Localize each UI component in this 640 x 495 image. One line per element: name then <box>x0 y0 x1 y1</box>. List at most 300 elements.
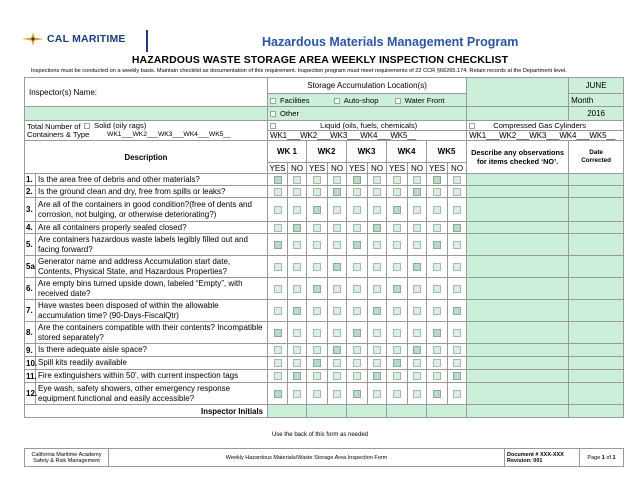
yes-checkbox[interactable] <box>313 346 321 354</box>
other-label: Other <box>280 109 299 118</box>
no-checkbox[interactable] <box>453 285 461 293</box>
yes-checkbox[interactable] <box>353 263 361 271</box>
no-cell-wk5 <box>448 198 467 222</box>
date-corrected-field[interactable] <box>569 322 624 344</box>
no-checkbox[interactable] <box>413 285 421 293</box>
observations-field[interactable] <box>467 186 569 198</box>
date-corrected-field[interactable] <box>569 357 624 370</box>
no-checkbox[interactable] <box>413 224 421 232</box>
observations-field[interactable] <box>467 383 569 405</box>
yes-checkbox[interactable] <box>313 176 321 184</box>
yes-checkbox[interactable] <box>274 390 282 398</box>
item-number: 1. <box>25 174 36 186</box>
wk1-header-text: WK 1 <box>277 147 297 156</box>
yes-checkbox[interactable] <box>393 359 401 367</box>
no-cell-wk4 <box>408 357 427 370</box>
yes-checkbox[interactable] <box>313 263 321 271</box>
no-cell-wk5 <box>448 222 467 234</box>
date-corrected-field[interactable] <box>569 370 624 383</box>
no-cell-wk5 <box>448 256 467 278</box>
yes-cell-wk2 <box>307 198 328 222</box>
year-value-text: 2016 <box>587 109 605 118</box>
yes-checkbox[interactable] <box>274 359 282 367</box>
no-checkbox[interactable] <box>293 346 301 354</box>
no-cell-wk1 <box>288 278 307 300</box>
no-checkbox[interactable] <box>333 372 341 380</box>
no-checkbox[interactable] <box>453 372 461 380</box>
no-checkbox[interactable] <box>453 346 461 354</box>
gas-week-counts[interactable] <box>467 131 624 141</box>
yes-cell-wk1 <box>268 256 288 278</box>
yes-checkbox[interactable] <box>274 224 282 232</box>
footer-org-line1: California Maritime Academy <box>31 451 102 458</box>
no-cell-wk2 <box>328 174 347 186</box>
yes-checkbox[interactable] <box>313 307 321 315</box>
storage-location-options <box>268 94 467 107</box>
yes-cell-wk3 <box>347 198 368 222</box>
yes-cell-wk4 <box>387 344 408 357</box>
no-checkbox[interactable] <box>293 359 301 367</box>
yes-cell-wk1 <box>268 300 288 322</box>
no-checkbox[interactable] <box>293 285 301 293</box>
item-description: Generator name and address Accumulation start date, Contents, Physical State, and Hazardous Properties? <box>36 256 268 278</box>
no-checkbox[interactable] <box>413 188 421 196</box>
item-number: 5. <box>25 234 36 256</box>
item-description: Have wastes been disposed of within the allowable accumulation time? (90-Days-FiscalQtr) <box>36 300 268 322</box>
item-description: Is there adequate aisle space? <box>36 344 268 357</box>
yes-checkbox[interactable] <box>433 176 441 184</box>
year-value[interactable] <box>569 107 624 121</box>
observations-field[interactable] <box>467 198 569 222</box>
yes-checkbox[interactable] <box>393 263 401 271</box>
initials-field-wk4[interactable] <box>387 405 427 418</box>
yes-checkbox[interactable] <box>433 188 441 196</box>
date-corrected-line1: Date <box>589 149 603 156</box>
initials-field-wk2[interactable] <box>307 405 347 418</box>
yes-checkbox[interactable] <box>313 224 321 232</box>
yes-checkbox[interactable] <box>433 329 441 337</box>
no-checkbox[interactable] <box>333 285 341 293</box>
yes-checkbox[interactable] <box>353 188 361 196</box>
yes-checkbox[interactable] <box>433 307 441 315</box>
footer-doc-number <box>505 449 580 467</box>
yes-checkbox[interactable] <box>274 285 282 293</box>
yes-checkbox[interactable] <box>393 224 401 232</box>
no-checkbox[interactable] <box>373 241 381 249</box>
facilities-checkbox[interactable] <box>270 98 276 104</box>
item-number: 5a <box>25 256 36 278</box>
date-corrected-field[interactable] <box>569 256 624 278</box>
no-checkbox[interactable] <box>293 224 301 232</box>
observations-field[interactable] <box>467 222 569 234</box>
gas-header <box>467 121 624 131</box>
yes-checkbox[interactable] <box>353 390 361 398</box>
yes-cell-wk3 <box>347 300 368 322</box>
yes-cell-wk4 <box>387 357 408 370</box>
no-checkbox[interactable] <box>453 241 461 249</box>
no-checkbox[interactable] <box>373 359 381 367</box>
yes-checkbox[interactable] <box>393 285 401 293</box>
no-checkbox[interactable] <box>453 329 461 337</box>
footer-page-total: 1 <box>612 454 616 461</box>
wk5-header <box>427 141 467 163</box>
date-corrected-field[interactable] <box>569 222 624 234</box>
no-checkbox[interactable] <box>333 263 341 271</box>
yes-cell-wk3 <box>347 222 368 234</box>
no-checkbox[interactable] <box>413 241 421 249</box>
initials-field-wk1[interactable] <box>268 405 307 418</box>
solid-week-line: WK1___WK2___WK3___WK4___WK5__ <box>107 131 231 138</box>
other-location-field[interactable] <box>467 107 569 121</box>
solid-checkbox[interactable] <box>84 123 90 129</box>
yes-cell-wk2 <box>307 174 328 186</box>
no-checkbox[interactable] <box>453 307 461 315</box>
no-checkbox[interactable] <box>413 329 421 337</box>
no-checkbox[interactable] <box>453 176 461 184</box>
no-checkbox[interactable] <box>373 263 381 271</box>
yes-checkbox[interactable] <box>313 359 321 367</box>
yes-cell-wk4 <box>387 174 408 186</box>
yes-cell-wk2 <box>307 322 328 344</box>
yes-cell-wk4 <box>387 186 408 198</box>
no-checkbox[interactable] <box>413 206 421 214</box>
yes-cell-wk1 <box>268 322 288 344</box>
no-checkbox[interactable] <box>373 188 381 196</box>
initials-field-wk3[interactable] <box>347 405 387 418</box>
yes-checkbox[interactable] <box>433 241 441 249</box>
no-cell-wk2 <box>328 383 347 405</box>
no-cell-wk1 <box>288 234 307 256</box>
yes-checkbox[interactable] <box>353 206 361 214</box>
yes-checkbox[interactable] <box>433 206 441 214</box>
no-checkbox[interactable] <box>333 359 341 367</box>
observations-field[interactable] <box>467 322 569 344</box>
month-label-cell <box>569 94 624 107</box>
no-cell-wk4 <box>408 344 427 357</box>
containers-label-line1: Total Number of <box>27 121 81 131</box>
initials-observations-field[interactable] <box>467 405 569 418</box>
yes-checkbox[interactable] <box>313 390 321 398</box>
yes-checkbox[interactable] <box>274 241 282 249</box>
yes-checkbox[interactable] <box>353 346 361 354</box>
no-cell-wk2 <box>328 222 347 234</box>
no-checkbox[interactable] <box>413 372 421 380</box>
observations-field[interactable] <box>467 370 569 383</box>
instructions: Inspections must be conducted on a weekly basis. Maintain checklist as documentation of this requirement. Inspection program must meet requirements of 22 CCR §66265.174. Retain records at the Department level. <box>31 68 567 74</box>
yes-checkbox[interactable] <box>433 263 441 271</box>
no-checkbox[interactable] <box>333 390 341 398</box>
yes-cell-wk1 <box>268 278 288 300</box>
yes-cell-wk5 <box>427 370 448 383</box>
auto-shop-checkbox[interactable] <box>334 98 340 104</box>
logo <box>22 32 126 46</box>
compass-star-icon <box>22 32 44 46</box>
back-note: Use the back of this form as needed <box>271 432 369 438</box>
initials-date-field[interactable] <box>569 405 624 418</box>
month-value-text: JUNE <box>585 81 607 90</box>
item-number: 4. <box>25 222 36 234</box>
yes-cell-wk3 <box>347 370 368 383</box>
no-checkbox[interactable] <box>293 372 301 380</box>
yes-checkbox[interactable] <box>274 372 282 380</box>
checklist-row <box>25 383 624 405</box>
no-cell-wk3 <box>368 344 387 357</box>
no-cell-wk3 <box>368 198 387 222</box>
yes-checkbox[interactable] <box>393 390 401 398</box>
no-checkbox[interactable] <box>333 206 341 214</box>
initials-field-wk5[interactable] <box>427 405 467 418</box>
no-checkbox[interactable] <box>373 307 381 315</box>
no-checkbox[interactable] <box>453 188 461 196</box>
footer-table <box>24 448 624 467</box>
no-checkbox[interactable] <box>373 346 381 354</box>
yes-checkbox[interactable] <box>393 241 401 249</box>
checklist-row <box>25 256 624 278</box>
yes-checkbox[interactable] <box>393 372 401 380</box>
no-cell-wk2 <box>328 256 347 278</box>
no-checkbox[interactable] <box>293 307 301 315</box>
yes-checkbox[interactable] <box>433 346 441 354</box>
yes-checkbox[interactable] <box>353 307 361 315</box>
observations-field[interactable] <box>467 344 569 357</box>
location-extra-field[interactable] <box>467 78 569 107</box>
date-corrected-field[interactable] <box>569 174 624 186</box>
wk3-header-text: WK3 <box>357 147 376 156</box>
no-cell-wk5 <box>448 186 467 198</box>
liquid-label: Liquid (oils, fuels, chemicals) <box>320 121 418 130</box>
inspectors-name-field[interactable] <box>25 107 268 121</box>
observations-field[interactable] <box>467 234 569 256</box>
no-checkbox[interactable] <box>453 390 461 398</box>
no-cell-wk1 <box>288 370 307 383</box>
no-cell-wk2 <box>328 198 347 222</box>
liquid-checkbox[interactable] <box>270 123 276 129</box>
yes-checkbox[interactable] <box>274 176 282 184</box>
no-cell-wk5 <box>448 357 467 370</box>
no-cell-wk2 <box>328 278 347 300</box>
no-cell-wk3 <box>368 234 387 256</box>
no-checkbox[interactable] <box>293 329 301 337</box>
no-checkbox[interactable] <box>333 176 341 184</box>
yes-checkbox[interactable] <box>393 188 401 196</box>
yes-checkbox[interactable] <box>393 346 401 354</box>
item-description: Are containers hazardous waste labels legibly filled out and facing forward? <box>36 234 268 256</box>
no-cell-wk1 <box>288 383 307 405</box>
yes-checkbox[interactable] <box>393 307 401 315</box>
no-checkbox[interactable] <box>413 263 421 271</box>
other-location-option <box>268 107 467 121</box>
no-cell-wk4 <box>408 322 427 344</box>
no-checkbox[interactable] <box>413 346 421 354</box>
observations-field[interactable] <box>467 174 569 186</box>
yes-checkbox[interactable] <box>353 176 361 184</box>
no-checkbox[interactable] <box>453 224 461 232</box>
no-checkbox[interactable] <box>373 372 381 380</box>
no-checkbox[interactable] <box>333 224 341 232</box>
wk3-header <box>347 141 387 163</box>
yes-checkbox[interactable] <box>353 285 361 293</box>
date-corrected-field[interactable] <box>569 278 624 300</box>
yes-checkbox[interactable] <box>313 329 321 337</box>
no-cell-wk2 <box>328 322 347 344</box>
no-checkbox[interactable] <box>333 346 341 354</box>
other-checkbox[interactable] <box>270 111 276 117</box>
yes-checkbox[interactable] <box>274 206 282 214</box>
item-number: 12. <box>25 383 36 405</box>
yes-cell-wk3 <box>347 278 368 300</box>
yes-cell-wk5 <box>427 300 448 322</box>
item-description: Eye wash, safety showers, other emergency response equipment functional and easily accessible? <box>36 383 268 405</box>
yes-checkbox[interactable] <box>393 176 401 184</box>
item-number: 6. <box>25 278 36 300</box>
yes-checkbox[interactable] <box>353 372 361 380</box>
yes-checkbox[interactable] <box>393 206 401 214</box>
date-corrected-field[interactable] <box>569 234 624 256</box>
no-checkbox[interactable] <box>413 390 421 398</box>
no-checkbox[interactable] <box>293 206 301 214</box>
yes-checkbox[interactable] <box>313 241 321 249</box>
liquid-week-counts[interactable] <box>268 131 467 141</box>
yes-checkbox[interactable] <box>274 263 282 271</box>
no-cell-wk3 <box>368 174 387 186</box>
yes-cell-wk4 <box>387 370 408 383</box>
gas-checkbox[interactable] <box>469 123 475 129</box>
yes-cell-wk4 <box>387 256 408 278</box>
no-checkbox[interactable] <box>333 241 341 249</box>
observations-field[interactable] <box>467 300 569 322</box>
date-corrected-field[interactable] <box>569 383 624 405</box>
no-checkbox[interactable] <box>333 307 341 315</box>
yes-header: YES <box>269 163 286 173</box>
inspectors-label <box>25 78 268 107</box>
no-checkbox[interactable] <box>293 188 301 196</box>
no-checkbox[interactable] <box>453 263 461 271</box>
yes-checkbox[interactable] <box>353 224 361 232</box>
no-checkbox[interactable] <box>373 285 381 293</box>
water-front-checkbox[interactable] <box>395 98 401 104</box>
no-checkbox[interactable] <box>413 359 421 367</box>
yes-checkbox[interactable] <box>353 329 361 337</box>
no-cell-wk4 <box>408 370 427 383</box>
yes-checkbox[interactable] <box>433 359 441 367</box>
wk1-header <box>268 141 307 163</box>
no-cell-wk4 <box>408 383 427 405</box>
no-checkbox[interactable] <box>373 206 381 214</box>
no-checkbox[interactable] <box>293 176 301 184</box>
yes-checkbox[interactable] <box>274 346 282 354</box>
no-header: NO <box>288 163 307 174</box>
no-cell-wk5 <box>448 278 467 300</box>
no-cell-wk3 <box>368 300 387 322</box>
checklist-row <box>25 357 624 370</box>
no-checkbox[interactable] <box>333 329 341 337</box>
no-checkbox[interactable] <box>293 390 301 398</box>
observations-field[interactable] <box>467 256 569 278</box>
no-checkbox[interactable] <box>293 241 301 249</box>
yes-checkbox[interactable] <box>313 188 321 196</box>
no-header: NO <box>408 163 427 174</box>
page-header <box>0 0 640 52</box>
footer-page-num: 1 <box>601 454 605 461</box>
yes-checkbox[interactable] <box>274 188 282 196</box>
no-checkbox[interactable] <box>373 224 381 232</box>
no-cell-wk2 <box>328 357 347 370</box>
date-corrected-field[interactable] <box>569 186 624 198</box>
item-description: Is the area free of debris and other materials? <box>36 174 268 186</box>
yes-cell-wk5 <box>427 357 448 370</box>
yes-checkbox[interactable] <box>313 372 321 380</box>
no-checkbox[interactable] <box>453 359 461 367</box>
yes-checkbox[interactable] <box>313 206 321 214</box>
yes-cell-wk2 <box>307 357 328 370</box>
yes-checkbox[interactable] <box>313 285 321 293</box>
observations-field[interactable] <box>467 357 569 370</box>
item-number: 10. <box>26 358 38 368</box>
no-checkbox[interactable] <box>373 176 381 184</box>
footer-revision-text: Revision: 001 <box>507 457 543 464</box>
no-checkbox[interactable] <box>413 307 421 315</box>
yes-cell-wk2 <box>307 383 328 405</box>
yes-cell-wk1 <box>268 357 288 370</box>
containers-label-line2: Containers & Type <box>27 129 90 139</box>
footer-doc-title-text: Weekly Hazardous Materials/Waste Storage Area Inspection Form <box>225 454 388 461</box>
yes-checkbox[interactable] <box>353 359 361 367</box>
item-description: Are all of the containers in good condition?(free of dents and corrosion, not bulging, or otherwise deteriorating?) <box>36 198 268 222</box>
no-checkbox[interactable] <box>413 176 421 184</box>
no-cell-wk3 <box>368 186 387 198</box>
month-label: Month <box>571 95 594 105</box>
yes-checkbox[interactable] <box>274 307 282 315</box>
month-value[interactable] <box>569 78 624 94</box>
wk5-header-text: WK5 <box>437 147 456 156</box>
yes-checkbox[interactable] <box>393 329 401 337</box>
no-cell-wk5 <box>448 322 467 344</box>
yes-cell-wk1 <box>268 383 288 405</box>
no-checkbox[interactable] <box>453 206 461 214</box>
no-cell-wk5 <box>448 383 467 405</box>
yes-cell-wk4 <box>387 222 408 234</box>
no-cell-wk1 <box>288 357 307 370</box>
no-checkbox[interactable] <box>293 263 301 271</box>
yes-cell-wk5 <box>427 234 448 256</box>
yes-checkbox[interactable] <box>353 241 361 249</box>
storage-location-text: Storage Accumulation Location(s) <box>307 81 427 90</box>
yes-checkbox[interactable] <box>433 390 441 398</box>
no-checkbox[interactable] <box>333 188 341 196</box>
yes-cell-wk3 <box>347 383 368 405</box>
observations-field[interactable] <box>467 278 569 300</box>
checklist-row <box>25 222 624 234</box>
yes-checkbox[interactable] <box>274 329 282 337</box>
footer-page-of: of <box>604 454 613 461</box>
no-checkbox[interactable] <box>373 329 381 337</box>
item-description: Is the ground clean and dry, free from spills or leaks? <box>36 186 268 198</box>
yes-checkbox[interactable] <box>433 285 441 293</box>
yes-cell-wk1 <box>268 174 288 186</box>
checklist-row <box>25 186 624 198</box>
yes-checkbox[interactable] <box>433 224 441 232</box>
date-corrected-field[interactable] <box>569 300 624 322</box>
description-header-text: Description <box>124 152 168 162</box>
no-cell-wk2 <box>328 300 347 322</box>
date-corrected-field[interactable] <box>569 344 624 357</box>
solid-week-counts[interactable] <box>107 131 231 138</box>
no-checkbox[interactable] <box>373 390 381 398</box>
yes-checkbox[interactable] <box>433 372 441 380</box>
date-corrected-field[interactable] <box>569 198 624 222</box>
no-cell-wk4 <box>408 174 427 186</box>
yes-cell-wk5 <box>427 278 448 300</box>
